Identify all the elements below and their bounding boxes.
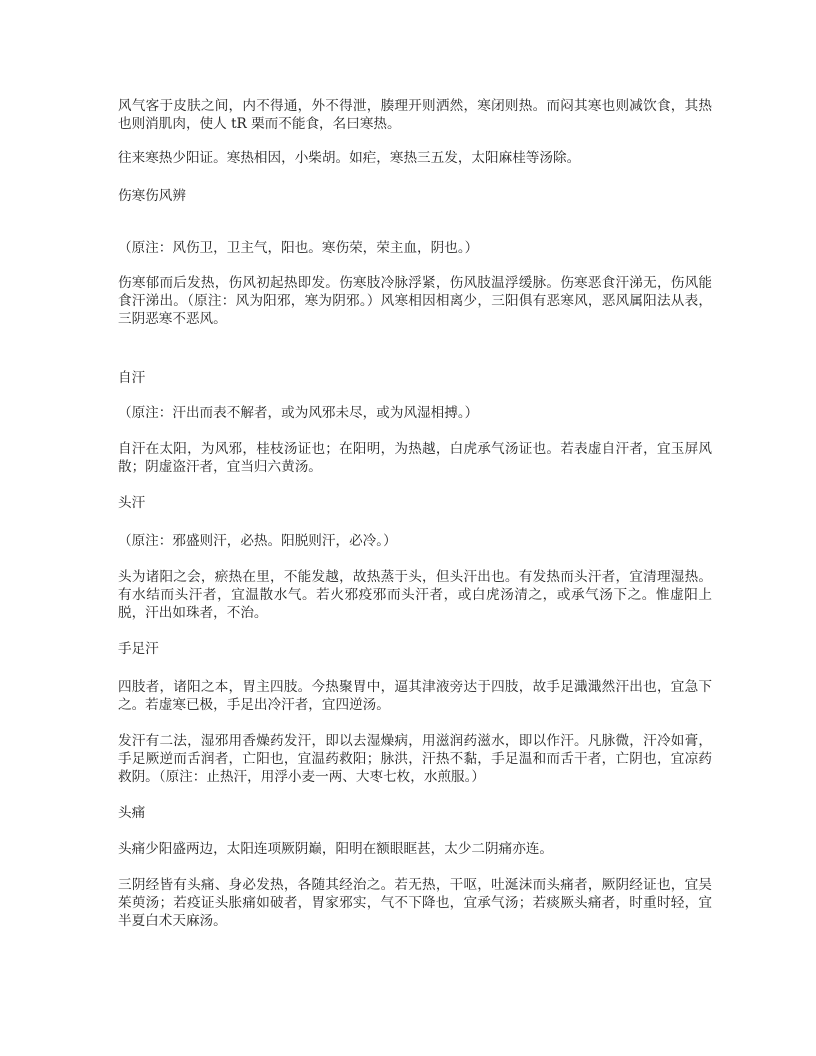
paragraph-head-sweat: 头为诸阳之会，瘀热在里，不能发越，故热蒸于头，但头汗出也。有发热而头汗者，宜清理湿热。有水结而头汗者，宜温散水气。若火邪疫邪而头汗者，或白虎汤清之，或承气汤下之。惟虚阳上脱，汗出如珠者，不治。 xyxy=(118,569,712,621)
paragraph-headache-treatment: 三阴经皆有头痛、身必发热，各随其经治之。若无热，干呕，吐涎沫而头痛者，厥阴经证也，宜吴茱萸汤；若疫证头胀痛如破者，胃家邪实，气不下降也，宜承气汤；若痰厥头痛者，时重时轻，宜半夏白术天麻汤。 xyxy=(118,877,712,929)
paragraph-alternating-cold-heat: 往来寒热少阳证。寒热相因，小柴胡。如疟，寒热三五发，太阳麻桂等汤除。 xyxy=(118,150,581,166)
note-spontaneous-sweat: （原注：汗出而表不解者，或为风邪未尽，或为风湿相搏。） xyxy=(118,405,479,421)
paragraph-wind-cold: 伤寒郁而后发热，伤风初起热即发。伤寒肢冷脉浮紧，伤风肢温浮缓脉。伤寒恶食汗涕无，伤风能食汗涕出。（原注：风为阳邪，寒为阴邪。）风寒相因相离少，三阳俱有恶寒风，恶风属阳法从表，三阴恶寒不恶风。 xyxy=(118,275,712,327)
paragraph-sweating-methods: 发汗有二法，湿邪用香燥药发汗，即以去湿燥病，用滋润药滋水，即以作汗。凡脉微，汗冷如膏，手足厥逆而舌润者，亡阳也，宜温药救阳；脉洪，汗热不黏，手足温和而舌干者，亡阴也，宜凉药救阴。（原注：止热汗，用浮小麦一两、大枣七枚，水煎服。） xyxy=(118,733,712,785)
heading-head-sweat: 头汗 xyxy=(118,495,146,511)
paragraph-spontaneous-sweat: 自汗在太阳，为风邪，桂枝汤证也；在阳明，为热越，白虎承气汤证也。若表虚自汗者，宜玉屏风散；阴虚盗汗者，宜当归六黄汤。 xyxy=(118,441,712,475)
heading-hand-foot-sweat: 手足汗 xyxy=(118,641,159,657)
heading-headache: 头痛 xyxy=(118,805,146,821)
note-head-sweat: （原注：邪盛则汗，必热。阳脱则汗，必冷。） xyxy=(118,533,397,549)
paragraph-headache-verse: 头痛少阳盛两边，太阳连项厥阴巅，阳明在额眼眶甚，太少二阴痛亦连。 xyxy=(118,841,553,857)
heading-spontaneous-sweat: 自汗 xyxy=(118,370,146,386)
heading-cold-wind-distinction: 伤寒伤风辨 xyxy=(118,188,186,204)
paragraph-hand-foot-sweat: 四肢者，诸阳之本，胃主四肢。今热聚胃中，逼其津液旁达于四肢，故手足濈濈然汗出也，宜急下之。若虚寒已极，手足出冷汗者，宜四逆汤。 xyxy=(118,679,712,713)
paragraph-cold-heat: 风气客于皮肤之间，内不得通，外不得泄，腠理开则洒然，寒闭则热。而闷其寒也则减饮食，其热也则消肌肉，使人 tR 栗而不能食，名曰寒热。 xyxy=(118,98,712,132)
note-wind-cold: （原注：风伤卫，卫主气，阳也。寒伤荣，荣主血，阴也。） xyxy=(118,240,479,256)
